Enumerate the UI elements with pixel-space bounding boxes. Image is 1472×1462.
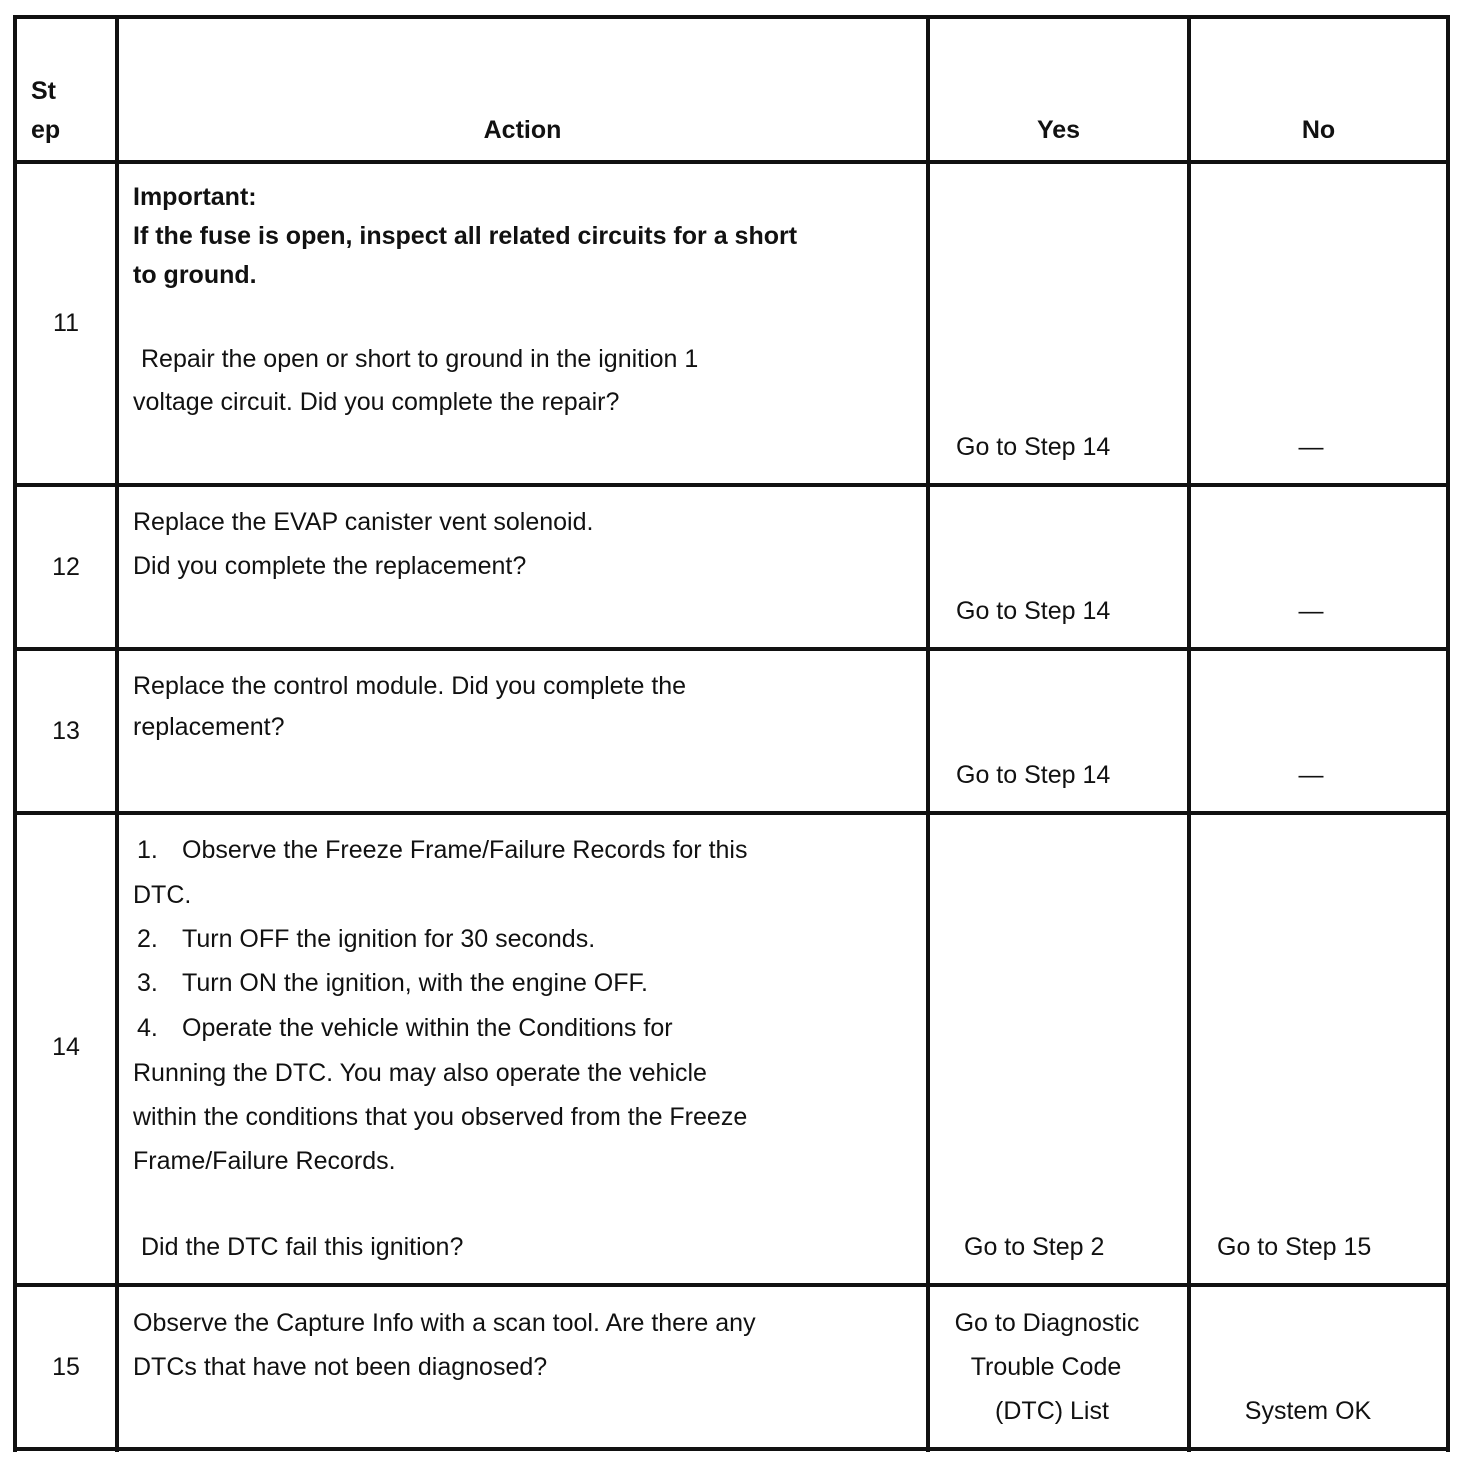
header-divider bbox=[13, 160, 1450, 164]
row-divider bbox=[13, 811, 1450, 815]
action-text: Repair the open or short to ground in the ignition 1 bbox=[141, 345, 699, 373]
no-result: System OK bbox=[1244, 1397, 1372, 1425]
no-result: Go to Step 15 bbox=[1217, 1233, 1372, 1261]
yes-result: Go to Step 14 bbox=[956, 433, 1111, 461]
no-result: — bbox=[1298, 597, 1324, 625]
action-text: DTCs that have not been diagnosed? bbox=[133, 1353, 548, 1381]
header-no: No bbox=[1301, 116, 1336, 144]
list-item-text: Frame/Failure Records. bbox=[133, 1147, 396, 1175]
important-label: Important: bbox=[133, 183, 257, 211]
step-number: 12 bbox=[52, 553, 80, 581]
step-number: 14 bbox=[52, 1033, 80, 1061]
yes-result: Go to Step 14 bbox=[956, 761, 1111, 789]
column-divider bbox=[926, 15, 930, 1452]
list-item-number: 2. bbox=[137, 925, 158, 953]
step-number: 11 bbox=[53, 309, 79, 337]
header-step-line1: St bbox=[31, 77, 56, 105]
no-result: — bbox=[1298, 761, 1324, 789]
row-divider bbox=[13, 483, 1450, 487]
list-item-number: 4. bbox=[137, 1014, 158, 1042]
list-item-text: Turn OFF the ignition for 30 seconds. bbox=[182, 925, 596, 953]
row-divider bbox=[13, 647, 1450, 651]
action-text: Replace the control module. Did you complete the bbox=[133, 672, 687, 700]
yes-result: Go to Step 2 bbox=[964, 1233, 1105, 1261]
action-text: replacement? bbox=[133, 713, 285, 741]
header-yes: Yes bbox=[1036, 116, 1081, 144]
header-action: Action bbox=[483, 116, 562, 144]
action-text: Replace the EVAP canister vent solenoid. bbox=[133, 508, 594, 536]
list-item-text: Running the DTC. You may also operate the vehicle bbox=[133, 1059, 707, 1087]
column-divider bbox=[115, 15, 119, 1452]
table-border-right bbox=[1446, 15, 1450, 1452]
action-text: Did you complete the replacement? bbox=[133, 552, 527, 580]
important-text: If the fuse is open, inspect all related circuits for a short bbox=[133, 222, 798, 250]
table-border-top bbox=[13, 15, 1450, 19]
column-divider bbox=[1187, 15, 1191, 1452]
table-border-bottom bbox=[13, 1447, 1450, 1451]
step-number: 15 bbox=[52, 1353, 80, 1381]
action-question: Did the DTC fail this ignition? bbox=[141, 1233, 464, 1261]
action-text: voltage circuit. Did you complete the repair? bbox=[133, 388, 620, 416]
header-step-line2: ep bbox=[31, 116, 61, 144]
list-item-text: within the conditions that you observed from the Freeze bbox=[133, 1103, 748, 1131]
yes-result: Go to Diagnostic bbox=[954, 1309, 1140, 1337]
list-item-text: Operate the vehicle within the Conditions for bbox=[182, 1014, 673, 1042]
no-result: — bbox=[1298, 433, 1324, 461]
yes-result: Go to Step 14 bbox=[956, 597, 1111, 625]
action-text: Observe the Capture Info with a scan tool. Are there any bbox=[133, 1309, 756, 1337]
row-divider bbox=[13, 1283, 1450, 1287]
list-item-number: 3. bbox=[137, 969, 158, 997]
step-number: 13 bbox=[52, 717, 80, 745]
list-item-number: 1. bbox=[137, 836, 158, 864]
list-item-text: Observe the Freeze Frame/Failure Records for this bbox=[182, 836, 748, 864]
yes-result: (DTC) List bbox=[995, 1397, 1109, 1425]
list-item-text: DTC. bbox=[133, 881, 192, 909]
yes-result: Trouble Code bbox=[970, 1353, 1122, 1381]
list-item-text: Turn ON the ignition, with the engine OFF. bbox=[182, 969, 648, 997]
important-text: to ground. bbox=[133, 261, 257, 289]
